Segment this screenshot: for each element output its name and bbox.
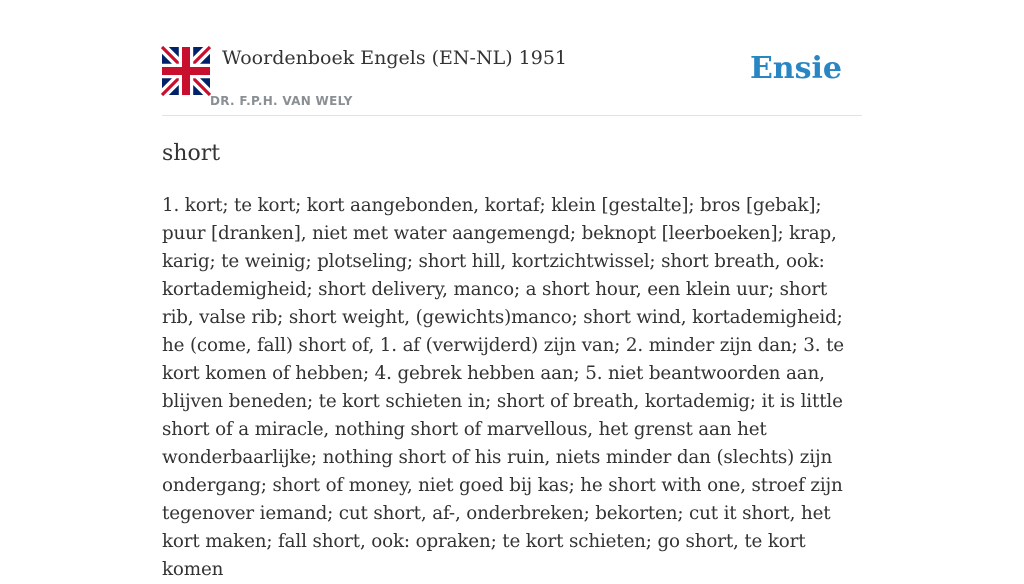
dictionary-header	[162, 46, 862, 116]
uk-flag-icon	[162, 47, 210, 95]
entry-headword: short	[162, 141, 221, 166]
header-divider	[162, 115, 862, 116]
dictionary-title[interactable]: Woordenboek Engels (EN-NL) 1951	[222, 47, 567, 69]
ensie-logo-link[interactable]: Ensie	[749, 51, 842, 86]
entry-definition: 1. kort; te kort; kort aangebonden, kortaf; klein [gestalte]; bros [gebak]; puur [dranken], niet met water aangemengd; beknopt [leerboeken]; krap, karig; te weinig; plotseling; short hill, kortzichtwissel; short breath, ook: kortademigheid; short delivery, manco; a short hour, een klein uur; short rib, valse rib; short weight, (gewichts)manco; short wind, kortademigheid; he (come, fall) short of, 1. af (verwijderd) zijn van; 2. minder zijn dan; 3. te kort komen of hebben; 4. gebrek hebben aan; 5. niet beantwoorden aan, blijven beneden; te kort schieten in; short of breath, kortademig; it is little short of a miracle, nothing short of marvellous, het grenst aan het wonderbaarlijke; nothing short of his ruin, niets minder dan (slechts) zijn ondergang; short of money, niet goed bij kas; he short with one, stroef zijn tegenover iemand; cut short, af-, onderbreken; bekorten; cut it short, het kort maken; fall short, ook: opraken; te kort schieten; go short, te kort komen	[162, 195, 844, 580]
dictionary-author: DR. F.P.H. VAN WELY	[210, 94, 353, 108]
